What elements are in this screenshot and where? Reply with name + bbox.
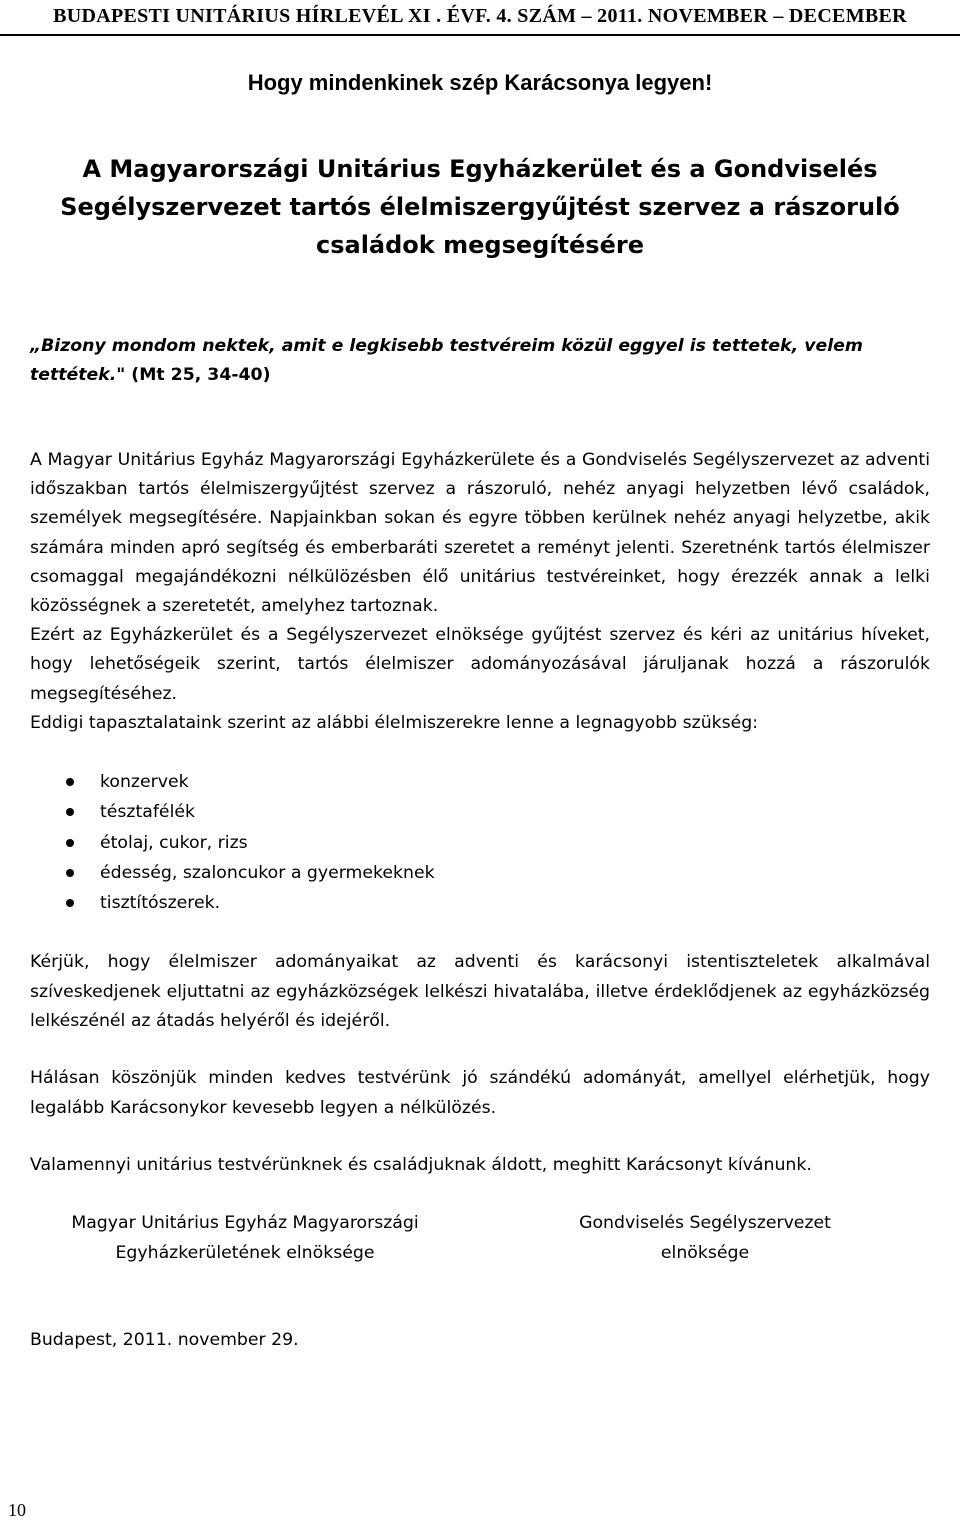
bullet-icon	[66, 869, 74, 877]
needs-intro-paragraph: Eddigi tapasztalataink szerint az alábbi élelmiszerekre lenne a legnagyobb szükség:	[30, 712, 759, 733]
bible-quote	[30, 332, 935, 390]
date-line: Budapest, 2011. november 29.	[30, 1330, 299, 1350]
thanks-paragraph: Hálásan köszönjük minden kedves testvérünk jó szándékú adományát, amellyel elérhetjük, hogy legalább Karácsonykor kevesebb legyen a nélkülözés.	[30, 1068, 930, 1118]
intro-paragraph: A Magyar Unitárius Egyház Magyarországi Egyházkerülete és a Gondviselés Segélyszervezet az adventi időszakban tartós élelmiszergyűjtést szervez a rászoruló, nehéz anyagi helyzetben lévő családok, személyek megsegítésére. Napjainkban sokan és egyre többen kerülnek nehéz anyagi helyzetbe, akik számára minden apró segítség és emberbaráti szeretet a reményt jelenti. Szeretnénk tartós élelmiszer csomaggal megajándékozni nélkülözésben élő unitárius testvéreinket, hogy érezzék annak a lelki közösségnek a szeretetét, amelyhez tartoznak.	[30, 450, 930, 617]
list-item: édesség, szaloncukor a gyermekeknek	[60, 858, 660, 888]
signature-right-line1: Gondviselés Segélyszervezet	[579, 1213, 831, 1233]
list-item: tisztítószerek.	[60, 888, 660, 918]
page-number: 10	[8, 1500, 26, 1520]
running-header: BUDAPESTI UNITÁRIUS HÍRLEVÉL XI . ÉVF. 4. SZÁM – 2011. NOVEMBER – DECEMBER	[0, 0, 960, 36]
bullet-icon	[66, 839, 74, 847]
quote-text: „Bizony mondom nektek, amit e legkisebb testvéreim közül eggyel is tettetek, velem tettétek."	[30, 336, 863, 385]
request-paragraph: Kérjük, hogy élelmiszer adományaikat az adventi és karácsonyi istentiszteletek alkalmával szíveskedjenek eljuttatni az egyházközségek lelkészi hivatalába, illetve érdeklődjenek az egyházközség lelkészénél az átadás helyéről és idejéről.	[30, 952, 930, 1031]
bullet-icon	[66, 899, 74, 907]
signature-left-line1: Magyar Unitárius Egyház Magyarországi	[71, 1213, 419, 1233]
article-title: A Magyarországi Unitárius Egyházkerület és a Gondviselés Segélyszervezet tartós élelmiszergyűjtést szervez a rászoruló családok megsegítésére	[60, 155, 900, 259]
body-text	[30, 446, 930, 738]
greeting-heading: Hogy mindenkinek szép Karácsonya legyen!	[247, 70, 713, 95]
appeal-paragraph: Ezért az Egyházkerület és a Segélyszervezet elnöksége gyűjtést szervez és kéri az unitárius híveket, hogy lehetőségeik szerint, tartós élelmiszer adományozásával járuljanak hozzá a rászorulók megsegítéséhez.	[30, 625, 930, 704]
bullet-icon	[66, 778, 74, 786]
signature-right-line2: elnöksége	[660, 1243, 750, 1263]
wishes-paragraph: Valamennyi unitárius testvérünknek és családjuknak áldott, meghitt Karácsonyt kívánunk.	[30, 1155, 812, 1175]
bullet-icon	[66, 808, 74, 816]
list-item: tésztafélék	[60, 797, 660, 827]
signature-left-line2: Egyházkerületének elnöksége	[115, 1243, 375, 1263]
signature-right	[540, 1208, 870, 1268]
list-item: étolaj, cukor, rizs	[60, 828, 660, 858]
quote-reference: (Mt 25, 34-40)	[125, 365, 271, 385]
list-item: konzervek	[60, 767, 660, 797]
needed-items-list	[60, 767, 660, 918]
signature-left	[40, 1208, 450, 1268]
